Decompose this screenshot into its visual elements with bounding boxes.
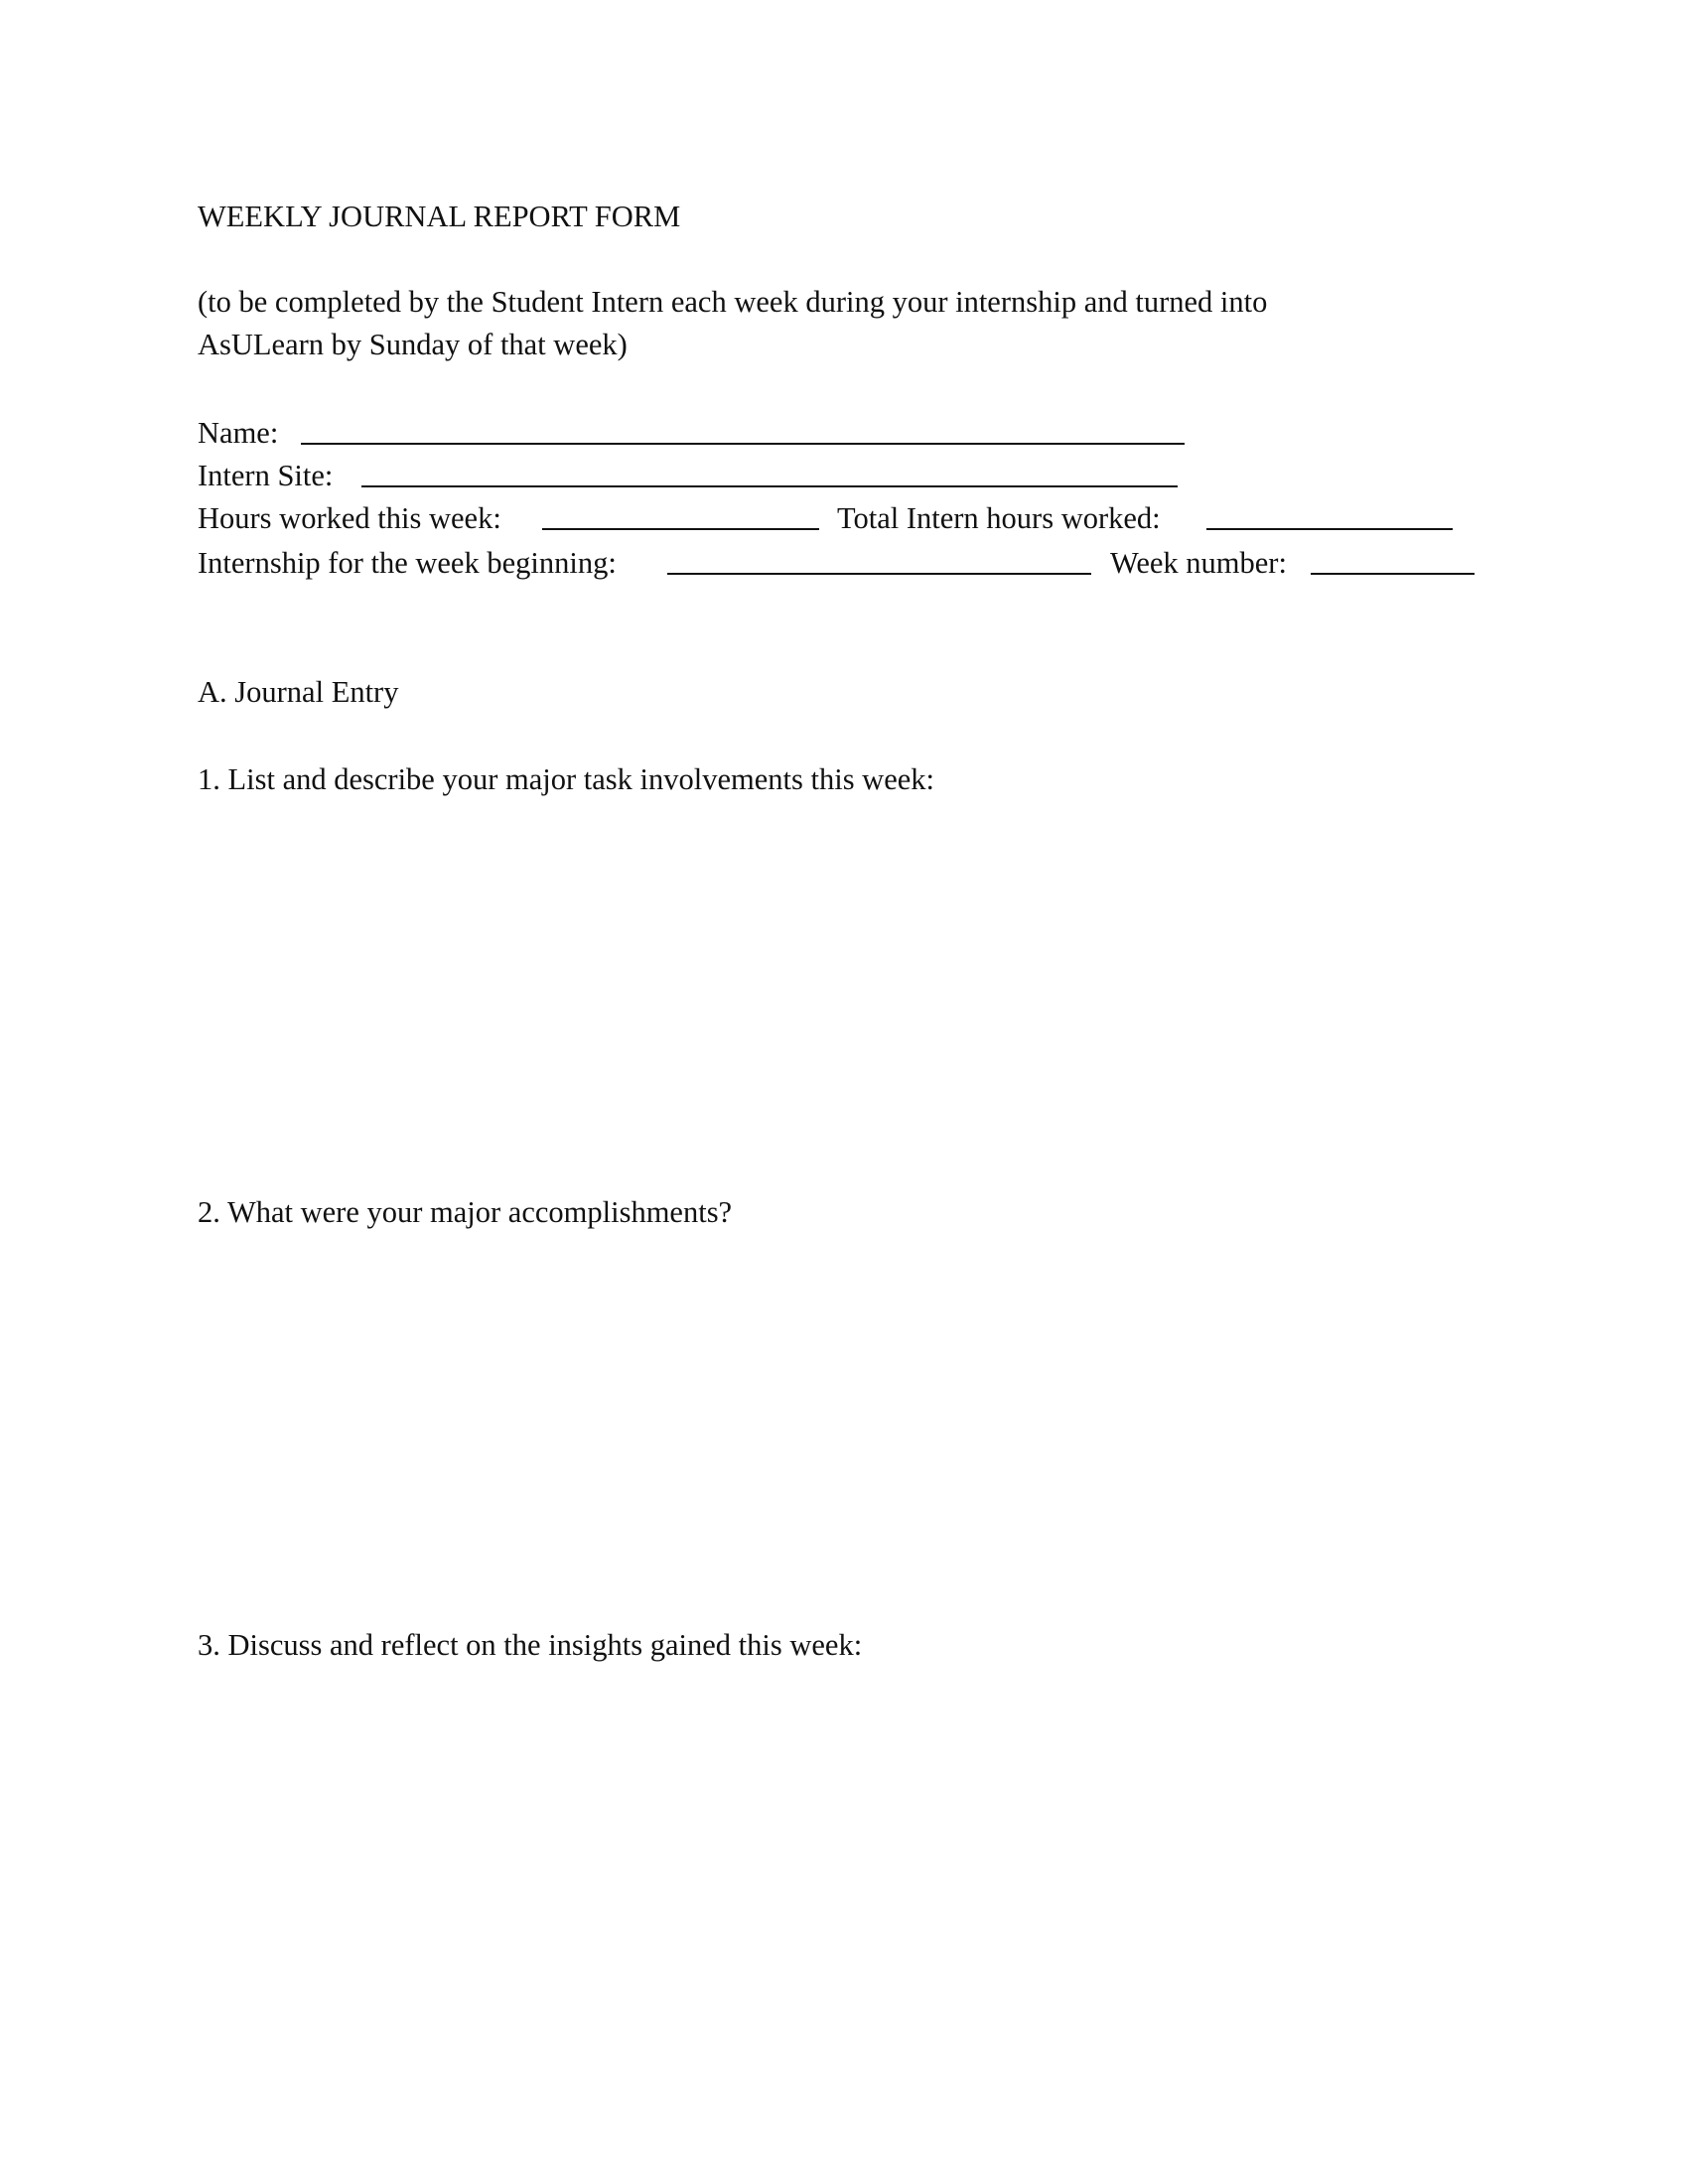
name-field[interactable] (301, 443, 1185, 445)
hours-week-label: Hours worked this week: (198, 501, 501, 535)
instructions-line-1: (to be completed by the Student Intern each week during your internship and turned into (198, 285, 1268, 319)
name-label: Name: (198, 416, 279, 450)
page-title: WEEKLY JOURNAL REPORT FORM (198, 200, 681, 233)
week-number-label: Week number: (1110, 546, 1287, 580)
question-2: 2. What were your major accomplishments? (198, 1195, 733, 1229)
instructions-line-2: AsULearn by Sunday of that week) (198, 328, 628, 361)
week-number-field[interactable] (1311, 573, 1475, 575)
intern-site-field[interactable] (361, 485, 1178, 487)
intern-site-label: Intern Site: (198, 459, 334, 492)
week-beginning-field[interactable] (667, 573, 1091, 575)
hours-week-field[interactable] (542, 528, 819, 530)
total-hours-label: Total Intern hours worked: (837, 501, 1161, 535)
week-beginning-label: Internship for the week beginning: (198, 546, 617, 580)
question-1: 1. List and describe your major task involvements this week: (198, 762, 935, 796)
question-3: 3. Discuss and reflect on the insights gained this week: (198, 1628, 863, 1662)
total-hours-field[interactable] (1206, 528, 1453, 530)
section-a-heading: A. Journal Entry (198, 675, 399, 709)
